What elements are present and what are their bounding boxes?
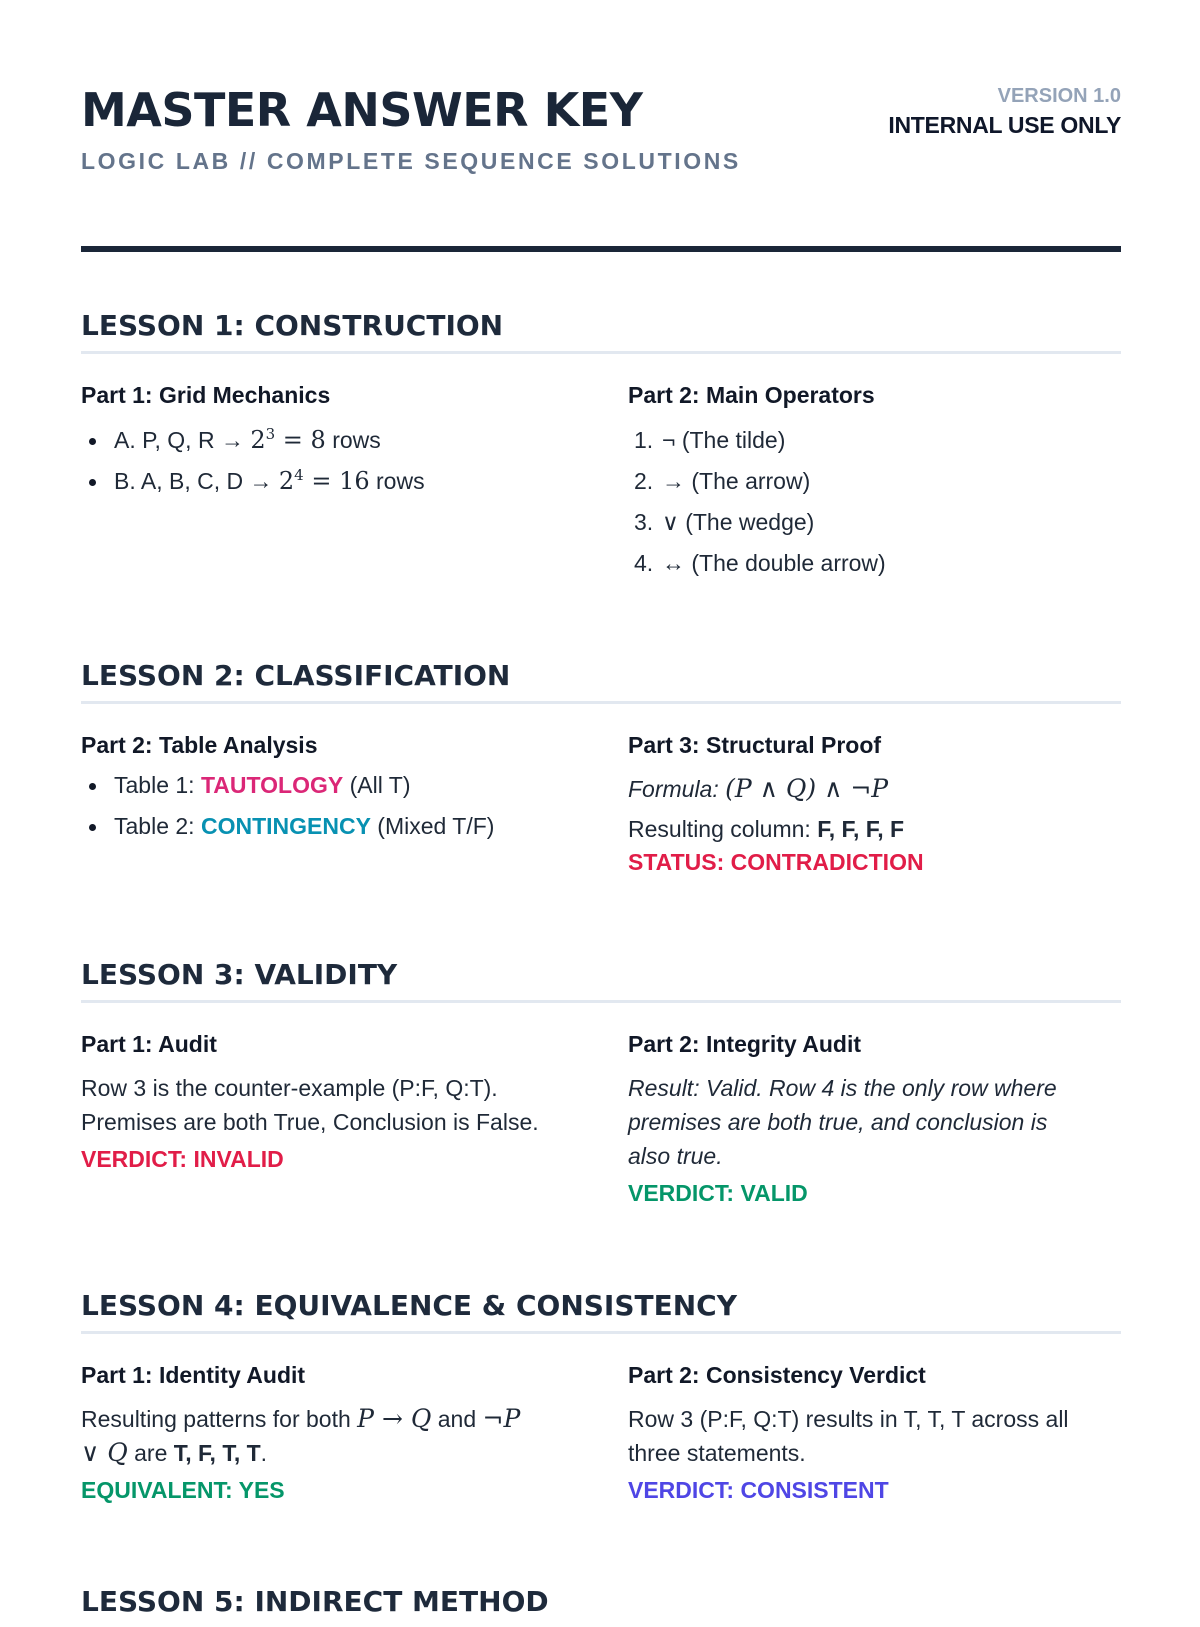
list-item: [81, 806, 581, 847]
integrity-line-3: also true.: [628, 1143, 723, 1169]
part-title: Part 1: Grid Mechanics: [81, 382, 331, 408]
part-title: Part 3: Structural Proof: [628, 732, 882, 758]
part-title: Part 2: Table Analysis: [81, 732, 318, 758]
text-fragment: are: [127, 1440, 174, 1466]
audit-line-1: Row 3 is the counter-example (P:F, Q:T).: [81, 1075, 498, 1101]
document-subtitle: LOGIC LAB // COMPLETE SEQUENCE SOLUTIONS: [81, 148, 741, 174]
tautology-label: TAUTOLOGY: [200, 772, 344, 798]
identity-line-2: [81, 1436, 581, 1470]
math-base: 2: [250, 426, 266, 454]
lesson-5-section: [81, 1583, 1121, 1627]
lesson-2-section: [81, 657, 1121, 875]
lesson-2-part-2: [81, 729, 581, 847]
lesson-3-part-2: [628, 1028, 1121, 1209]
integrity-line-1: Result: Valid. Row 4 is the only row where: [628, 1075, 1057, 1101]
math-expression: [279, 467, 370, 495]
column-value: F, F, F, F: [817, 816, 905, 842]
list-item: [81, 420, 581, 461]
grid-mechanics-list: [81, 420, 581, 502]
list-item: [628, 502, 1121, 543]
item-text: ↔ (The double arrow): [662, 550, 886, 576]
lesson-4-title: LESSON 4: EQUIVALENCE & CONSISTENCY: [81, 1287, 1121, 1334]
column-label: Resulting column:: [628, 816, 818, 842]
audit-line-2: Premises are both True, Conclusion is False.: [81, 1109, 539, 1135]
item-prefix: A. P, Q, R →: [114, 427, 251, 453]
part-title: Part 2: Main Operators: [628, 382, 875, 408]
item-label: Table 2:: [114, 813, 201, 839]
math-result: 16: [339, 467, 370, 495]
formula-b-start: ¬P: [482, 1404, 521, 1433]
item-suffix: rows: [325, 427, 381, 453]
item-text: ∨ (The wedge): [662, 509, 815, 535]
item-note: (All T): [343, 772, 411, 798]
math-equals: =: [303, 467, 340, 495]
part-title: Part 2: Consistency Verdict: [628, 1362, 926, 1388]
text-fragment: .: [260, 1440, 268, 1466]
lesson-1-part-1: [81, 379, 581, 502]
consistency-line-2: three statements.: [628, 1440, 806, 1466]
table-analysis-list: [81, 765, 581, 847]
status-badge: STATUS: CONTRADICTION: [628, 849, 924, 875]
text-fragment: Resulting patterns for both: [81, 1406, 358, 1432]
document-header: [81, 78, 1121, 188]
lesson-3-part-1: [81, 1028, 581, 1175]
item-number: 2.: [634, 468, 654, 494]
verdict-badge: VERDICT: VALID: [628, 1180, 808, 1206]
document-title: MASTER ANSWER KEY: [81, 83, 643, 137]
lesson-4-part-2: [628, 1359, 1121, 1506]
integrity-line-2: premises are both true, and conclusion is: [628, 1109, 1048, 1135]
verdict-badge: EQUIVALENT: YES: [81, 1477, 285, 1503]
text-fragment: and: [431, 1406, 483, 1432]
math-equals: =: [275, 426, 311, 454]
header-divider: [81, 246, 1121, 252]
lesson-2-title: LESSON 2: CLASSIFICATION: [81, 657, 1121, 704]
lesson-3-section: [81, 956, 1121, 1206]
lesson-4-part-1: [81, 1359, 581, 1506]
item-prefix: B. A, B, C, D →: [114, 468, 279, 494]
formula-b-end: ∨ Q: [81, 1438, 128, 1467]
list-item: [628, 543, 1121, 584]
lesson-1-section: [81, 307, 1121, 576]
item-number: 4.: [634, 550, 654, 576]
item-text: ¬ (The tilde): [662, 427, 786, 453]
math-exponent: 3: [265, 425, 276, 443]
item-note: (Mixed T/F): [370, 813, 495, 839]
part-title: Part 1: Audit: [81, 1031, 217, 1057]
list-item: [81, 765, 581, 806]
identity-line-1: [81, 1402, 581, 1436]
lesson-4-section: [81, 1287, 1121, 1503]
list-item: [628, 461, 1121, 502]
math-exponent: 4: [294, 466, 304, 484]
internal-use-label: INTERNAL USE ONLY: [888, 112, 1121, 138]
verdict-badge: VERDICT: INVALID: [81, 1146, 284, 1172]
formula-line: [628, 772, 1121, 806]
lesson-5-title: LESSON 5: INDIRECT METHOD: [81, 1585, 549, 1618]
main-operators-list: [628, 420, 1121, 584]
formula-label: Formula:: [628, 776, 726, 802]
list-item: [628, 420, 1121, 461]
formula-expression: (P ∧ Q) ∧ ¬P: [725, 774, 889, 803]
item-number: 1.: [634, 427, 654, 453]
lesson-3-title: LESSON 3: VALIDITY: [81, 956, 1121, 1003]
answer-key-page: [81, 0, 1121, 1618]
pattern-value: T, F, T, T: [173, 1440, 261, 1466]
contingency-label: CONTINGENCY: [200, 813, 371, 839]
lesson-2-part-3: [628, 729, 1121, 878]
item-label: Table 1:: [114, 772, 201, 798]
part-title: Part 2: Integrity Audit: [628, 1031, 861, 1057]
item-suffix: rows: [369, 468, 425, 494]
list-item: [81, 461, 581, 502]
version-label: VERSION 1.0: [997, 85, 1121, 107]
verdict-badge: VERDICT: CONSISTENT: [628, 1477, 889, 1503]
consistency-line-1: Row 3 (P:F, Q:T) results in T, T, T across all: [628, 1406, 1069, 1432]
math-result: 8: [310, 426, 326, 454]
math-expression: [250, 426, 325, 454]
part-title: Part 1: Identity Audit: [81, 1362, 306, 1388]
item-number: 3.: [634, 509, 654, 535]
document-meta: [888, 82, 1121, 140]
item-text: → (The arrow): [662, 468, 811, 494]
column-line: [628, 812, 1121, 846]
math-base: 2: [278, 467, 295, 495]
lesson-1-part-2: [628, 379, 1121, 584]
lesson-1-title: LESSON 1: CONSTRUCTION: [81, 307, 1121, 354]
formula-a: P → Q: [357, 1404, 432, 1433]
